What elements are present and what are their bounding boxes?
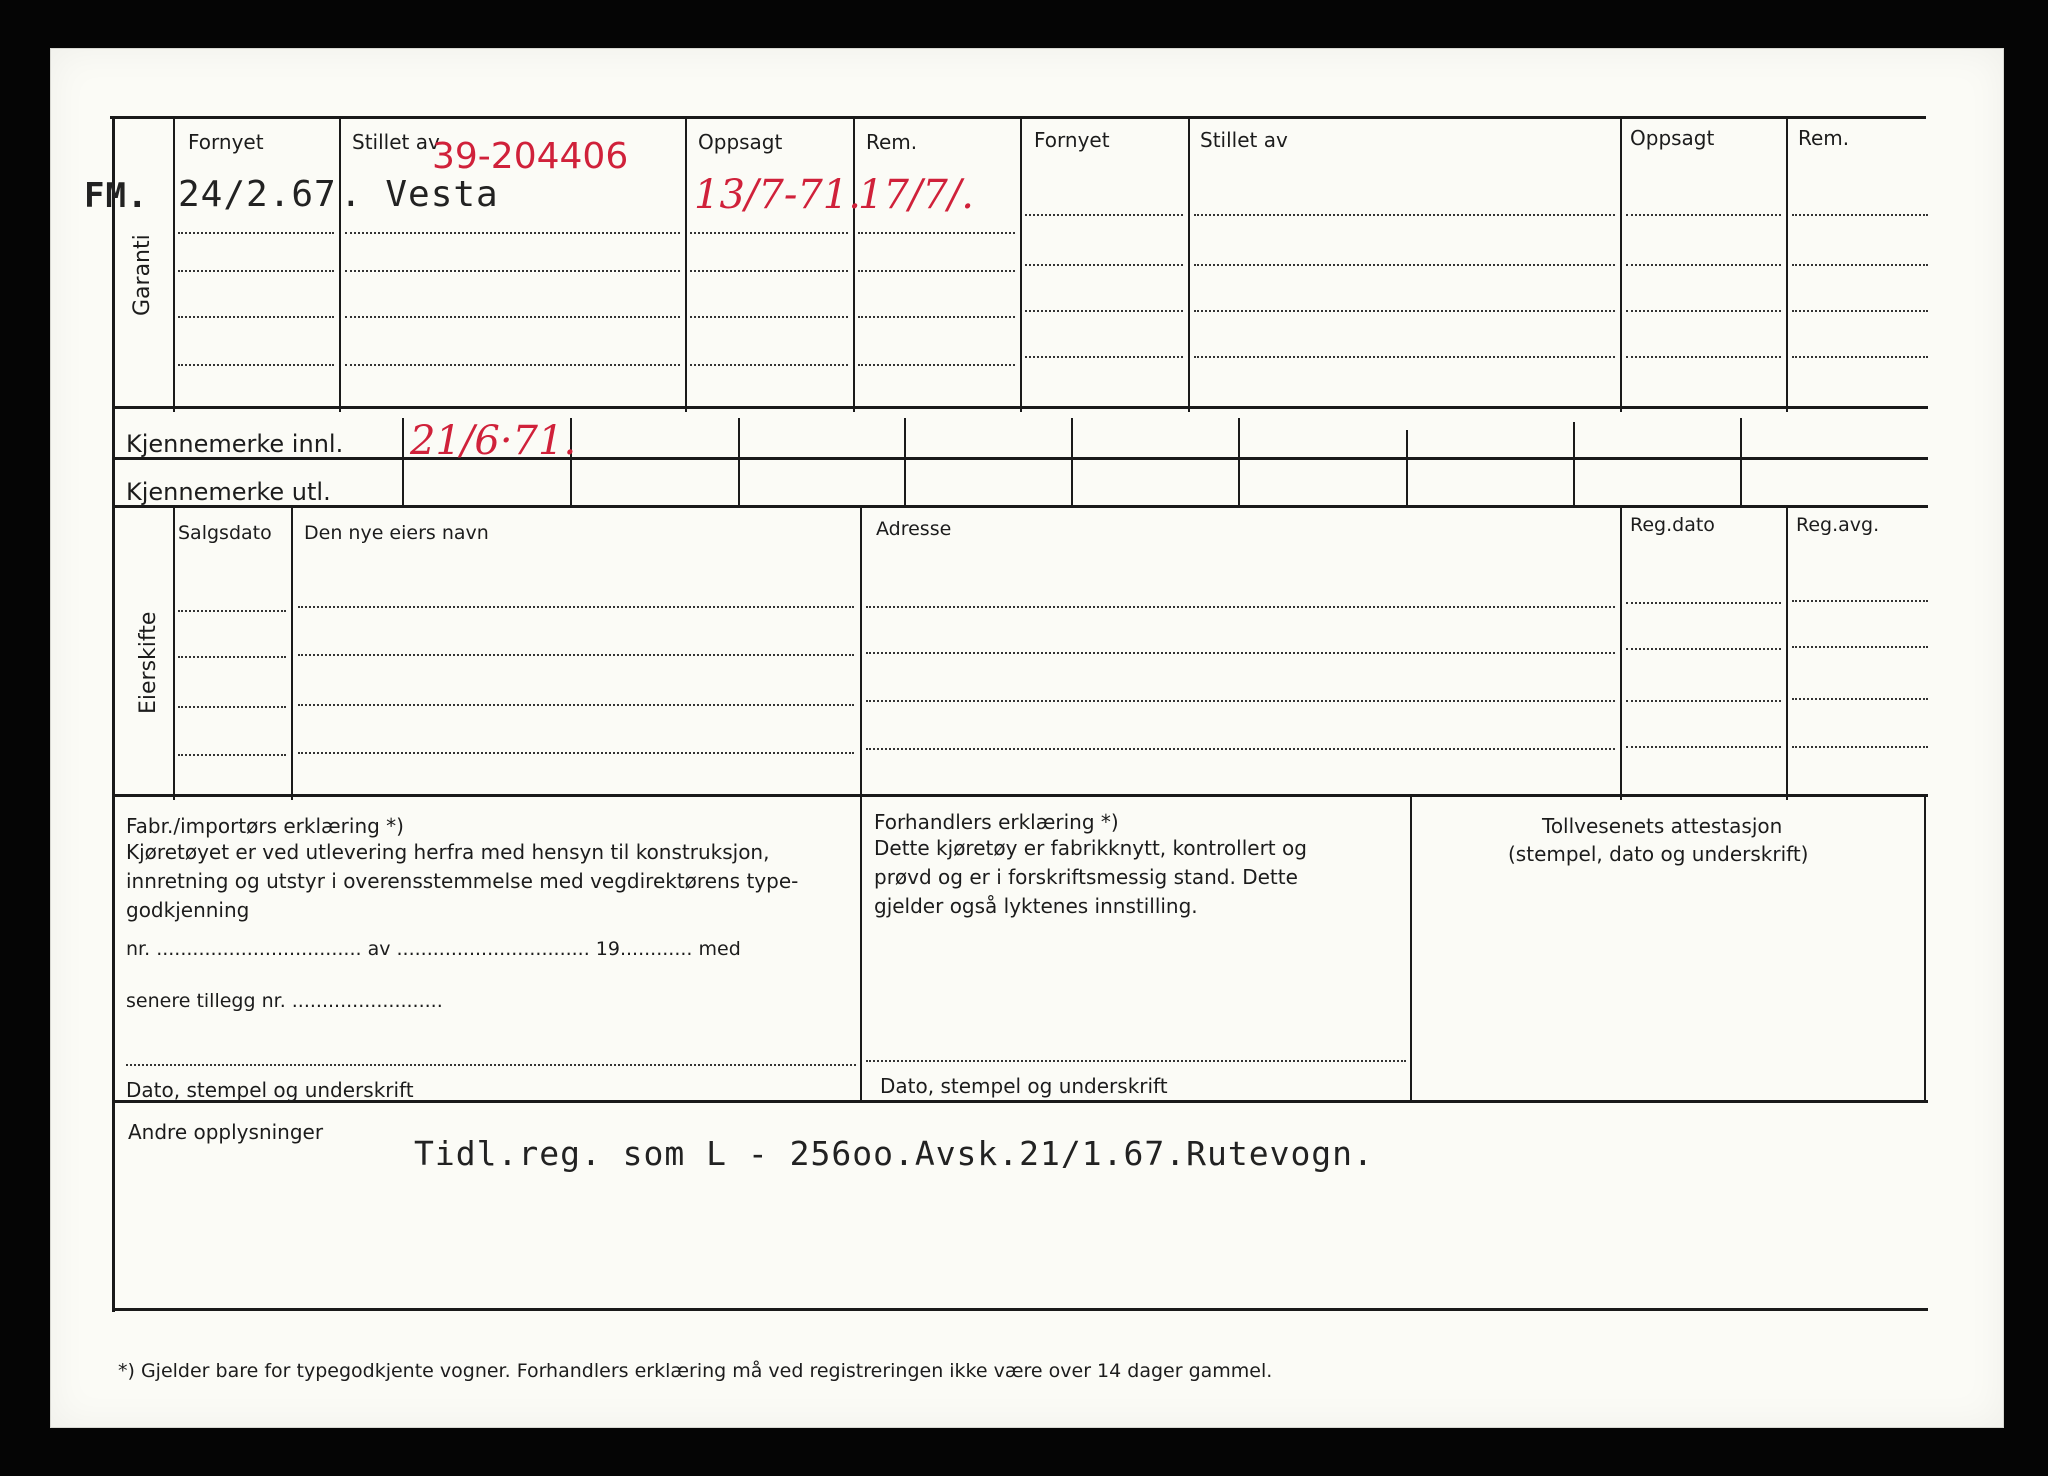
rule-col [339, 116, 341, 412]
rule-col [1020, 116, 1022, 412]
rule-col [853, 116, 855, 412]
rule-decl-col [1410, 797, 1412, 1103]
oppsagt-value: 13/7-71. [694, 172, 861, 218]
rule-col [685, 116, 687, 412]
importer-sign: Dato, stempel og underskrift [126, 1078, 414, 1102]
header-rem-2: Rem. [1798, 126, 1850, 150]
rule-k-col [1238, 418, 1240, 508]
header-adresse: Adresse [876, 518, 952, 540]
importer-title: Fabr./importørs erklæring *) [126, 814, 404, 838]
header-regdato: Reg.dato [1630, 514, 1715, 536]
rule-e-col [173, 508, 175, 800]
rule-k-col [402, 418, 404, 508]
rule-bottom [112, 1308, 1928, 1311]
garanti-side-label: Garanti [130, 234, 155, 316]
dealer-title: Forhandlers erklæring *) [874, 810, 1119, 834]
rule-col [1786, 116, 1788, 412]
kjennemerke-innl-date: 21/6·71. [410, 418, 577, 464]
importer-tillegg-line: senere tillegg nr. ......................... [126, 990, 443, 1012]
rule-garanti-col [173, 116, 175, 412]
header-fornyet-2: Fornyet [1034, 128, 1110, 152]
header-navn: Den nye eiers navn [304, 522, 489, 544]
header-oppsagt: Oppsagt [698, 130, 783, 154]
header-stillet-av: Stillet av [352, 130, 440, 154]
rule-decl-right [1924, 797, 1926, 1103]
footnote: *) Gjelder bare for typegodkjente vogner. Forhandlers erklæring må ved registreringen ikke være over 14 dager gammel. [118, 1360, 1273, 1382]
rule-garanti-bottom [112, 406, 1928, 409]
rule-k-col [1573, 422, 1575, 508]
importer-nr-line: nr. .................................. av ................................ 19............ med [126, 938, 741, 960]
rule-e-col [860, 508, 862, 800]
registration-card [50, 48, 2004, 1428]
rule-kjennemerke-bottom [112, 505, 1928, 508]
rule-top [110, 116, 1926, 119]
header-oppsagt-2: Oppsagt [1630, 126, 1715, 150]
other-label: Andre opplysninger [128, 1120, 324, 1144]
rule-k-col [738, 418, 740, 508]
rem-value: 17/7/. [858, 172, 975, 218]
other-typed-text: Tidl.reg. som L - 256oo.Avsk.21/1.67.Rutevogn. [414, 1134, 1374, 1173]
rule-k-col [904, 418, 906, 508]
rule-col [1188, 116, 1190, 412]
rule-left-outer [112, 116, 115, 1312]
rule-k-col [1740, 418, 1742, 508]
customs-title: Tollvesenets attestasjon [1542, 814, 1783, 838]
rule-e-col [291, 508, 293, 800]
header-salgsdato: Salgsdato [178, 522, 272, 544]
eierskifte-side-label: Eierskifte [136, 611, 161, 714]
stillet-av-phone: 39-204406 [432, 136, 629, 177]
customs-sub: (stempel, dato og underskrift) [1508, 842, 1809, 866]
header-stillet-av-2: Stillet av [1200, 128, 1288, 152]
kjennemerke-utl-label: Kjennemerke utl. [126, 478, 331, 506]
stillet-av-value: . Vesta [340, 174, 499, 215]
header-rem: Rem. [866, 130, 918, 154]
rule-k-col [1071, 418, 1073, 508]
rule-col [1620, 116, 1622, 412]
rule-decl-col [860, 797, 862, 1103]
rule-eierskifte-bottom [112, 794, 1928, 797]
header-regavg: Reg.avg. [1796, 514, 1880, 536]
rule-e-col [1620, 508, 1622, 800]
kjennemerke-innl-label: Kjennemerke innl. [126, 430, 344, 458]
rule-kjennemerke-mid [112, 457, 1928, 460]
header-fornyet: Fornyet [188, 130, 264, 154]
rule-k-col [1406, 430, 1408, 508]
importer-body: Kjøretøyet er ved utlevering herfra med hensyn til konstruksjon, innretning og utstyr i overensstemmelse med vegdirektørens type- godkjenning [126, 840, 799, 922]
fm-prefix: FM. [84, 176, 149, 216]
dealer-body: Dette kjøretøy er fabrikknytt, kontrollert og prøvd og er i forskriftsmessig stand. Dette gjelder også lyktenes innstilling. [874, 836, 1307, 918]
fornyet-value: 24/2.67 [178, 174, 337, 215]
rule-e-col [1786, 508, 1788, 800]
dealer-sign: Dato, stempel og underskrift [880, 1074, 1168, 1098]
